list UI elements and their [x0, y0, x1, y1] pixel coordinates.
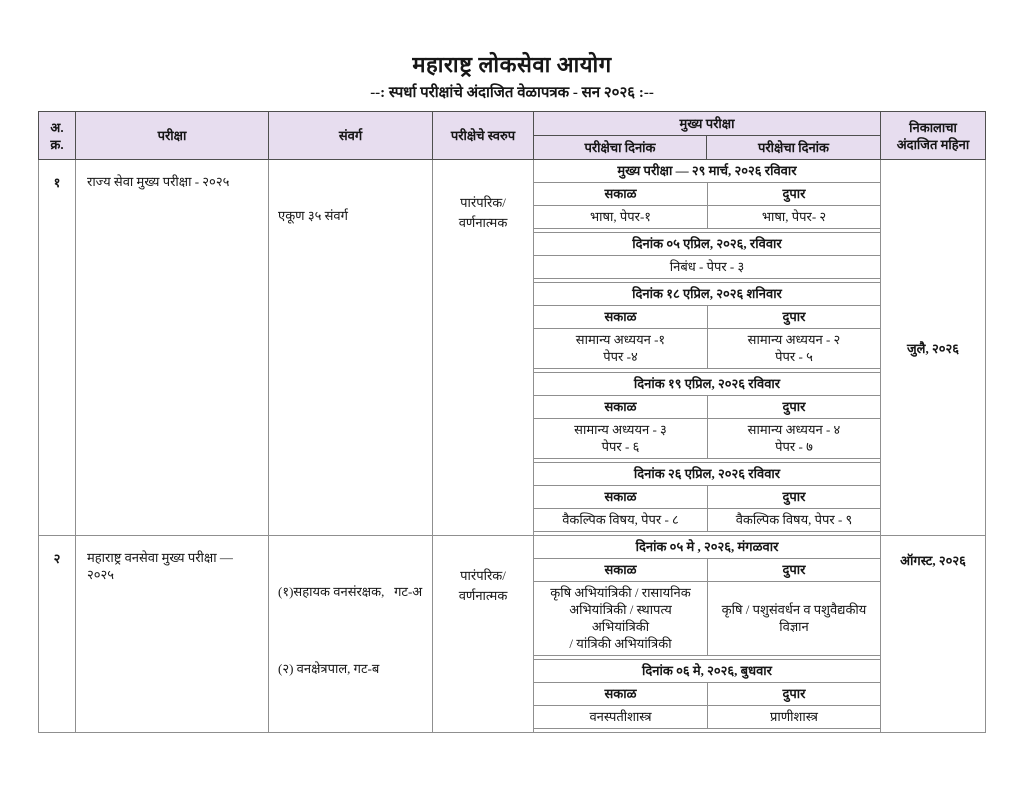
paper-afternoon: सामान्य अध्ययन - ४ पेपर - ७ — [707, 419, 880, 458]
cadre-cell — [269, 160, 433, 536]
paper-row — [534, 509, 880, 531]
paper-row — [534, 419, 880, 458]
session-label-morning: सकाळ — [604, 686, 637, 701]
header-cadre: संवर्ग — [269, 112, 433, 160]
paper-morning: वैकल्पिक विषय, पेपर - ८ — [562, 512, 679, 527]
cadre-cell — [269, 536, 433, 733]
session-label-afternoon: दुपार — [707, 486, 880, 508]
paper-morning: सामान्य अध्ययन - ३ पेपर - ६ — [574, 422, 667, 454]
cadre-line: एकूण ३५ संवर्ग — [278, 208, 348, 223]
header-exam-date-afternoon: परीक्षेचा दिनांक — [707, 136, 881, 160]
serial-cell: २ — [39, 536, 76, 733]
paper-afternoon: सामान्य अध्ययन - २ पेपर - ५ — [707, 329, 880, 368]
session-label-morning: सकाळ — [604, 562, 637, 577]
header-row-1 — [39, 112, 986, 136]
paper-morning: भाषा, पेपर-१ — [589, 209, 652, 224]
schedule-block — [534, 160, 880, 229]
result-month-cell: जुलै, २०२६ — [881, 160, 986, 536]
header-serial — [39, 112, 76, 160]
block-date: दिनांक १८ एप्रिल, २०२६ शनिवार — [534, 283, 880, 306]
header-result-month — [881, 112, 986, 160]
paper-afternoon: वैकल्पिक विषय, पेपर - ९ — [707, 509, 880, 531]
exam-type-line: पारंपरिक/ — [460, 195, 506, 210]
schedule-block — [534, 659, 880, 729]
exam-type-cell — [433, 536, 534, 733]
header-exam-type: परीक्षेचे स्वरुप — [433, 112, 534, 160]
block-date: दिनांक १९ एप्रिल, २०२६ रविवार — [534, 373, 880, 396]
header-serial-line1: अ. — [50, 119, 64, 135]
table-row — [39, 536, 986, 733]
schedule-cell — [534, 536, 881, 733]
exam-type-line: वर्णनात्मक — [458, 215, 508, 230]
exam-type-cell — [433, 160, 534, 536]
paper-row — [534, 582, 880, 655]
block-date: दिनांक ०५ एप्रिल, २०२६, रविवार — [534, 233, 880, 256]
paper-row — [534, 206, 880, 228]
paper-morning: वनस्पतीशास्त्र — [589, 709, 652, 724]
session-header-row — [534, 183, 880, 206]
session-label-morning: सकाळ — [604, 186, 637, 201]
header-result-line1: निकालाचा — [909, 119, 957, 135]
exam-type-line: वर्णनात्मक — [458, 588, 508, 603]
header-exam: परीक्षा — [76, 112, 269, 160]
header-exam-date-morning: परीक्षेचा दिनांक — [534, 136, 707, 160]
paper-afternoon: भाषा, पेपर- २ — [707, 206, 880, 228]
schedule-block — [534, 462, 880, 532]
block-date: दिनांक ०६ मे, २०२६, बुधवार — [534, 660, 880, 683]
session-label-morning: सकाळ — [604, 309, 637, 324]
session-label-afternoon: दुपार — [707, 306, 880, 328]
paper-afternoon: कृषि / पशुसंवर्धन व पशुवैद्यकीय विज्ञान — [707, 582, 880, 655]
session-label-morning: सकाळ — [604, 489, 637, 504]
cadre-line: (२) वनक्षेत्रपाल, गट-ब — [278, 661, 380, 676]
session-header-row — [534, 559, 880, 582]
paper-row — [534, 706, 880, 728]
exam-name-cell: महाराष्ट्र वनसेवा मुख्य परीक्षा — २०२५ — [76, 536, 269, 733]
exam-name-cell: राज्य सेवा मुख्य परीक्षा - २०२५ — [76, 160, 269, 536]
serial-cell: १ — [39, 160, 76, 536]
session-header-row — [534, 306, 880, 329]
schedule-block — [534, 282, 880, 369]
session-label-afternoon: दुपार — [707, 559, 880, 581]
paper-full: निबंध - पेपर - ३ — [669, 259, 745, 274]
session-header-row — [534, 683, 880, 706]
schedule-block — [534, 232, 880, 279]
paper-afternoon: प्राणीशास्त्र — [707, 706, 880, 728]
session-label-afternoon: दुपार — [707, 396, 880, 418]
block-date: दिनांक ०५ मे , २०२६, मंगळवार — [534, 536, 880, 559]
table-row — [39, 160, 986, 536]
header-serial-line2: क्र. — [50, 136, 64, 152]
session-header-row — [534, 396, 880, 419]
block-date: दिनांक २६ एप्रिल, २०२६ रविवार — [534, 463, 880, 486]
session-label-afternoon: दुपार — [707, 183, 880, 205]
session-label-afternoon: दुपार — [707, 683, 880, 705]
schedule-block — [534, 372, 880, 459]
paper-morning: सामान्य अध्ययन -१ पेपर -४ — [575, 332, 666, 364]
exam-schedule-table — [38, 111, 986, 733]
paper-row — [534, 329, 880, 368]
paper-morning: कृषि अभियांत्रिकी / रासायनिक अभियांत्रिकी / स्थापत्य अभियांत्रिकी / यांत्रिकी अभियांत्रिकी — [550, 585, 691, 651]
block-date: मुख्य परीक्षा — २९ मार्च, २०२६ रविवार — [534, 160, 880, 183]
session-header-row — [534, 486, 880, 509]
header-main-exam: मुख्य परीक्षा — [534, 112, 881, 136]
session-label-morning: सकाळ — [604, 399, 637, 414]
result-month-cell: ऑगस्ट, २०२६ — [881, 536, 986, 733]
exam-type-line: पारंपरिक/ — [460, 568, 506, 583]
cadre-line: (१)सहायक वनसंरक्षक, गट-अ — [278, 584, 423, 599]
schedule-cell — [534, 160, 881, 536]
schedule-block — [534, 536, 880, 656]
header-result-line2: अंदाजित महिना — [896, 136, 970, 152]
page-subtitle: --: स्पर्धा परीक्षांचे अंदाजित वेळापत्रक - सन २०२६ :-- — [370, 85, 654, 101]
page-title: महाराष्ट्र लोकसेवा आयोग — [412, 52, 612, 77]
